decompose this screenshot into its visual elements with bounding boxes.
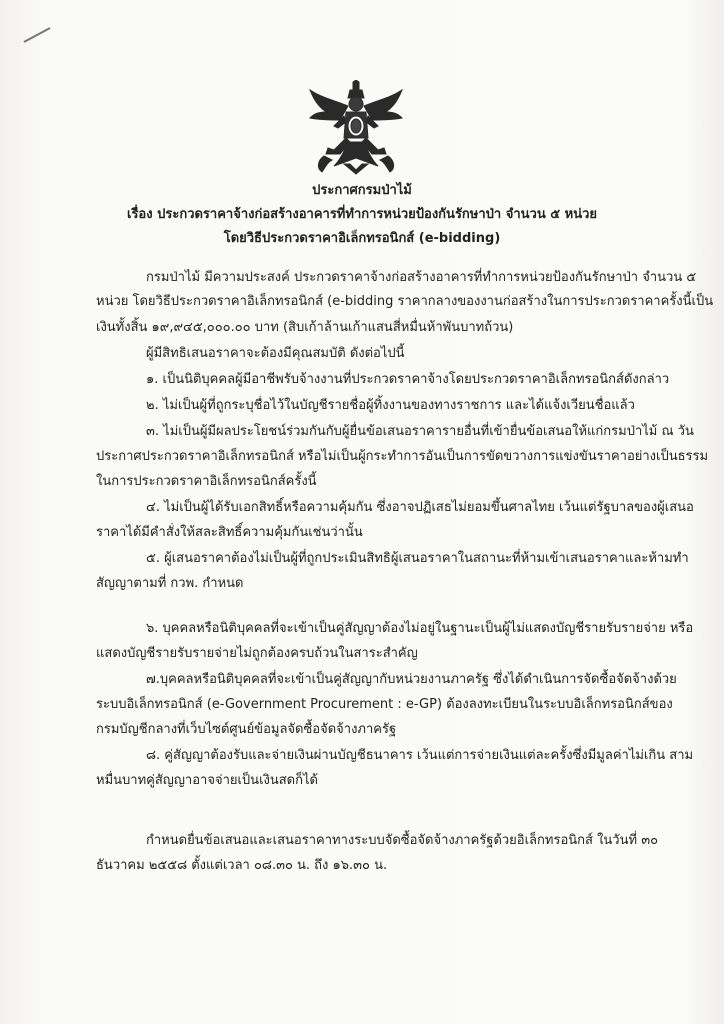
intro-line-2: หน่วย โดยวิธีประกวดราคาอิเล็กทรอนิกส์ (e-bidding ราคากลางของงานก่อสร้างในการประกวดราคาครั้งนี้เป็น <box>96 294 714 309</box>
item-8-line-1: ๘. คู่สัญญาต้องรับและจ่ายเงินผ่านบัญชีธนาคาร เว้นแต่การจ่ายเงินแต่ละครั้งซึ่งมีมูลค่าไม่เกิน สาม <box>146 748 694 763</box>
item-5-line-1: ๕. ผู้เสนอราคาต้องไม่เป็นผู้ที่ถูกประเมินสิทธิผู้เสนอราคาในสถานะที่ห้ามเข้าเสนอราคาและห้ามทำ <box>146 551 689 566</box>
pen-mark <box>23 27 50 43</box>
deadline-line-2: ธันวาคม ๒๕๕๘ ตั้งแต่เวลา ๐๘.๓๐ น. ถึง ๑๖.๓๐ น. <box>96 858 388 873</box>
agency-title: ประกาศกรมป่าไม้ <box>312 183 412 198</box>
deadline-line-1: กำหนดยื่นข้อเสนอและเสนอราคาทางระบบจัดซื้อจัดจ้างภาครัฐด้วยอิเล็กทรอนิกส์ ในวันที่ ๓๐ <box>146 833 659 848</box>
item-3-line-3: ในการประกวดราคาอิเล็กทรอนิกส์ครั้งนี้ <box>96 474 317 489</box>
intro-line-1: กรมป่าไม้ มีความประสงค์ ประกวดราคาจ้างก่อสร้างอาคารที่ทำการหน่วยป้องกันรักษาป่า จำนวน ๕ <box>146 270 697 285</box>
item-7-line-2: ระบบอิเล็กทรอนิกส์ (e-Government Procurement : e-GP) ต้องลงทะเบียนในระบบอิเล็กทรอนิกส์ของ <box>96 697 673 712</box>
item-6-line-2: แสดงบัญชีรายรับรายจ่ายไม่ถูกต้องครบถ้วนในสาระสำคัญ <box>96 646 418 661</box>
item-8-line-2: หมื่นบาทคู่สัญญาอาจจ่ายเป็นเงินสดก็ได้ <box>96 773 318 788</box>
intro-line-3: เงินทั้งสิ้น ๑๙,๙๔๕,๐๐๐.๐๐ บาท (สิบเก้าล้านเก้าแสนสี่หมื่นห้าพันบาทถ้วน) <box>96 320 514 335</box>
item-2: ๒. ไม่เป็นผู้ที่ถูกระบุชื่อไว้ในบัญชีรายชื่อผู้ทิ้งงานของทางราชการ และได้แจ้งเวียนชื่อแล้ว <box>146 398 635 413</box>
item-1: ๑. เป็นนิติบุคคลผู้มีอาชีพรับจ้างงานที่ประกวดราคาจ้างโดยประกวดราคาอิเล็กทรอนิกส์ดังกล่าว <box>146 372 670 387</box>
qualifications-heading: ผู้มีสิทธิเสนอราคาจะต้องมีคุณสมบัติ ดังต่อไปนี้ <box>146 346 405 361</box>
item-4-line-1: ๔. ไม่เป็นผู้ได้รับเอกสิทธิ์หรือความคุ้มกัน ซึ่งอาจปฏิเสธไม่ยอมขึ้นศาลไทย เว้นแต่รัฐบาลของผู้เสนอ <box>146 500 694 515</box>
item-4-line-2: ราคาได้มีคำสั่งให้สละสิทธิ์ความคุ้มกันเช่นว่านั้น <box>96 525 363 540</box>
subject-line: เรื่อง ประกวดราคาจ้างก่อสร้างอาคารที่ทำการหน่วยป้องกันรักษาป่า จำนวน ๕ หน่วย <box>127 207 597 222</box>
item-3-line-1: ๓. ไม่เป็นผู้มีผลประโยชน์ร่วมกันกับผู้ยื่นข้อเสนอราคารายอื่นที่เข้ายื่นข้อเสนอให้แก่กรมป่าไม้ ณ วัน <box>146 424 694 439</box>
method-line: โดยวิธีประกวดราคาอิเล็กทรอนิกส์ (e-bidding) <box>223 231 501 246</box>
item-3-line-2: ประกาศประกวดราคาอิเล็กทรอนิกส์ หรือไม่เป็นผู้กระทำการอันเป็นการขัดขวางการแข่งขันราคาอย่างเป็นธรรม <box>96 449 709 464</box>
item-5-line-2: สัญญาตามที่ กวพ. กำหนด <box>96 576 244 591</box>
garuda-emblem-icon <box>304 80 408 178</box>
item-7-line-3: กรมบัญชีกลางที่เว็บไซต์ศูนย์ข้อมูลจัดซื้อจัดจ้างภาครัฐ <box>96 722 397 737</box>
item-6-line-1: ๖. บุคคลหรือนิติบุคคลที่จะเข้าเป็นคู่สัญญาต้องไม่อยู่ในฐานะเป็นผู้ไม่แสดงบัญชีรายรับรายจ่าย หรือ <box>146 621 694 636</box>
item-7-line-1: ๗.บุคคลหรือนิติบุคคลที่จะเข้าเป็นคู่สัญญากับหน่วยงานภาครัฐ ซึ่งได้ดำเนินการจัดซื้อจัดจ้างด้วย <box>146 672 677 687</box>
